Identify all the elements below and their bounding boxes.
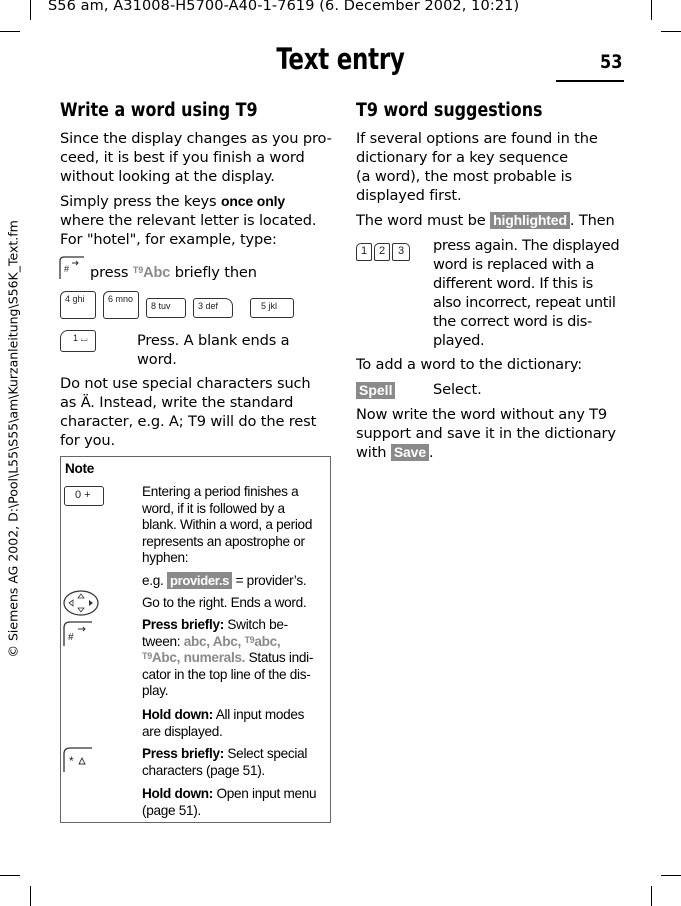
hash-key-icon: [58, 255, 86, 281]
svg-text:*: *: [69, 754, 74, 768]
navigation-key-icon: [62, 589, 100, 617]
key-8-icon: 8 tuv: [146, 298, 186, 318]
add-word-text: To add a word to the dictionary:: [356, 356, 583, 373]
press-blank-text: Press. A blank ends a word.: [137, 332, 290, 368]
crop-mark: [651, 886, 652, 906]
special-chars-paragraph: Do not use special characters such as Ä. Instead, write the standard character, e.g. A; T9 will do the rest for you.: [60, 375, 317, 449]
save-softkey: Save: [391, 444, 429, 461]
intro-paragraph: Since the display changes as you pro- ceed, it is best if you finish a word without looking at the display.: [60, 130, 332, 185]
key-2-icon: 2: [374, 243, 390, 261]
example-line: e.g. provider.s = provider’s.: [142, 573, 307, 588]
star-press-text: Press briefly: Select special characters (page 51).: [142, 746, 308, 778]
select-text: Select.: [433, 381, 482, 398]
crop-mark: [0, 31, 20, 32]
crop-mark: [651, 0, 652, 20]
press-t9-line: press $^{T9}$Abc briefly then: [90, 264, 257, 281]
go-right-text: Go to the right. Ends a word.: [142, 595, 307, 610]
star-key-icon: [62, 746, 94, 774]
copyright-sidebar: © Siemens AG 2002, D:\Pool\L55\S55\am\Kurzanleitung\S56K_Text.fm: [5, 220, 21, 658]
hash-key-icon: [62, 620, 94, 648]
crop-mark: [661, 31, 681, 32]
crop-mark: [30, 886, 31, 906]
hash-key-description: Press briefly: Switch be- tween: abc, Abc, $^{T9}$abc, $^{T9}$Abc, numerals. Status indi- cator in the top line of the dis- play.: [142, 617, 314, 699]
suggestions-paragraph: If several options are found in the dictionary for a key sequence (a word), the most probable is displayed first.: [356, 130, 598, 204]
save-paragraph: Now write the word without any T9 support and save it in the dictionary with Save .: [356, 406, 616, 461]
key-5-icon: 5 jkl: [250, 298, 294, 318]
page-number: 53: [599, 51, 623, 73]
press-again-text: press again. The displayed word is replaced with a different word. If this is also incorrect, repeat until the correct word is dis- played.: [433, 237, 620, 349]
instruction-paragraph: Simply press the keys once only where the relevant letter is located. For "hotel", for example, type:: [60, 193, 317, 248]
svg-text:#: #: [68, 632, 74, 643]
crop-mark: [661, 875, 681, 876]
key-0-icon: 0 +: [64, 486, 104, 506]
crop-mark: [30, 0, 31, 20]
note-title: Note: [65, 461, 95, 476]
key-1-icon: 1 ⌴: [60, 330, 96, 352]
period-text: Entering a period finishes a word, if it is followed by a blank. Within a word, a period represents an apostrophe or hyphen:: [142, 484, 313, 566]
svg-text:#: #: [64, 264, 70, 274]
key-4-icon: 4 ghi: [60, 291, 96, 319]
star-hold-text: Hold down: Open input menu (page 51).: [142, 786, 317, 818]
key-3-icon: 3: [392, 243, 410, 261]
section-heading-suggestions: T9 word suggestions: [356, 100, 543, 121]
key-1-icon: 1: [356, 243, 372, 261]
page-title: Text entry: [276, 42, 405, 76]
highlighted-line: The word must be highlighted . Then: [356, 212, 615, 229]
title-rule: [556, 80, 624, 82]
file-header: S56 am, A31008-H5700-A40-1-7619 (6. December 2002, 10:21): [48, 0, 520, 14]
hold-down-text: Hold down: All input modes are displayed.: [142, 707, 305, 739]
spell-softkey: Spell: [356, 380, 395, 399]
key-6-icon: 6 mno: [103, 291, 139, 319]
crop-mark: [0, 875, 20, 876]
key-3-icon: 3 def: [193, 298, 233, 318]
section-heading-write-t9: Write a word using T9: [60, 100, 258, 121]
